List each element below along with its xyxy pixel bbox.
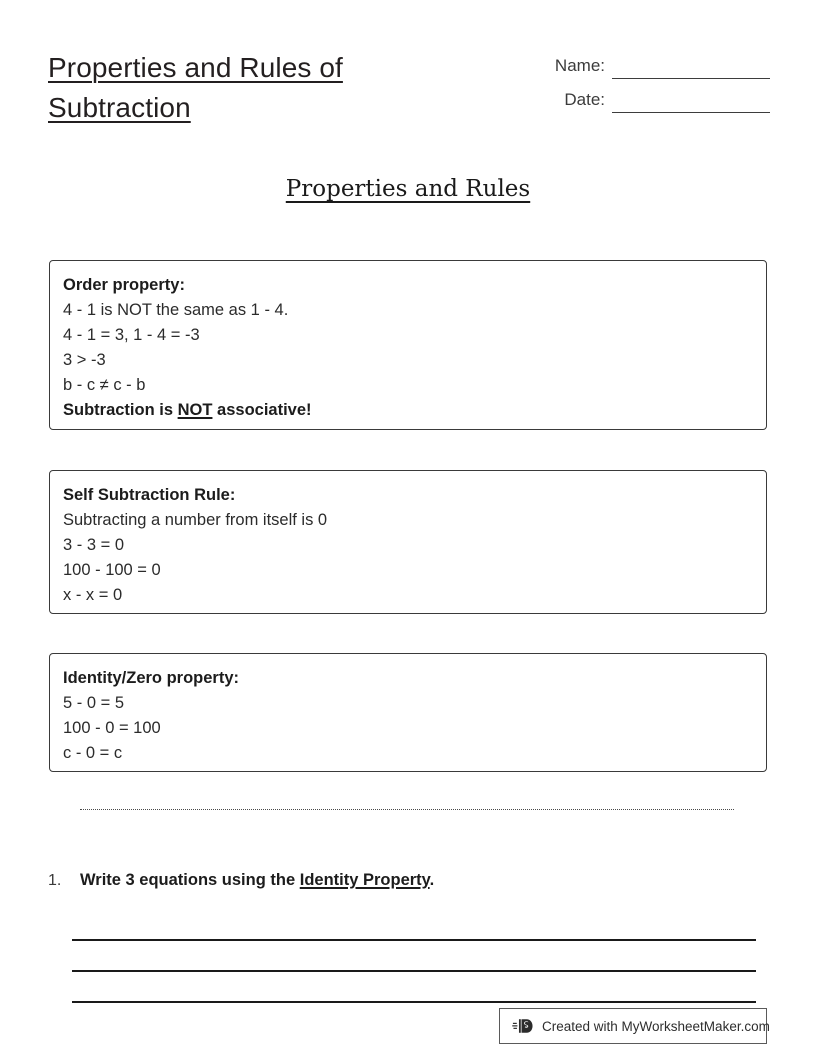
dotted-separator: [80, 809, 734, 811]
answer-line[interactable]: [72, 972, 756, 1003]
page-title: [48, 48, 468, 128]
rule-box-line: 3 > -3: [63, 351, 106, 369]
rule-box-line: c - 0 = c: [63, 744, 123, 762]
rule-box-title: Order property:: [63, 276, 185, 294]
rule-box-line: x - x = 0: [63, 586, 123, 604]
question-text-pre: Write 3 equations using the: [80, 871, 300, 889]
name-label: Name:: [554, 56, 605, 75]
footer-credit-badge[interactable]: [499, 1008, 770, 1044]
myworksheetmaker-logo-icon: [512, 1015, 534, 1037]
answer-line[interactable]: [72, 910, 756, 941]
rule-box-line: b - c ≠ c - b: [63, 376, 146, 394]
rule-box-line: 4 - 1 is NOT the same as 1 - 4.: [63, 301, 289, 319]
footer-credit-text: Created with MyWorksheetMaker.com: [542, 1018, 770, 1034]
answer-lines: [72, 910, 756, 1003]
rule-box-line: 3 - 3 = 0: [63, 536, 124, 554]
rule-box-footer: [63, 398, 766, 423]
name-input[interactable]: [612, 56, 770, 79]
section-heading: [0, 176, 816, 202]
rule-box-line: 4 - 1 = 3, 1 - 4 = -3: [63, 326, 200, 344]
date-label: Date:: [564, 90, 605, 109]
rule-box-footer-emphasis: NOT: [177, 401, 213, 419]
date-row: [520, 79, 770, 113]
question-1: [48, 871, 768, 890]
rule-box-line: Subtracting a number from itself is 0: [63, 511, 328, 529]
rule-box-self-subtraction-rule: [49, 470, 767, 614]
rule-box-line: 100 - 0 = 100: [63, 719, 161, 737]
rule-box-title: Identity/Zero property:: [63, 669, 240, 687]
question-text: [80, 871, 434, 890]
section-heading-text: Properties and Rules: [285, 176, 531, 202]
page-title-line-2: Subtraction: [48, 92, 191, 123]
name-date-block: [520, 45, 770, 113]
rule-box-line: 5 - 0 = 5: [63, 694, 124, 712]
page-title-line-1: Properties and Rules of: [48, 52, 343, 83]
date-input[interactable]: [612, 90, 770, 113]
question-text-post: .: [429, 871, 435, 889]
question-text-emphasis: Identity Property: [299, 871, 430, 889]
question-number: 1.: [48, 872, 62, 889]
rule-box-line: 100 - 100 = 0: [63, 561, 161, 579]
name-row: [520, 45, 770, 79]
rule-box-order-property: [49, 260, 767, 430]
rule-box-footer-pre: Subtraction is: [63, 401, 178, 419]
rule-box-footer-post: associative!: [212, 401, 312, 419]
rule-box-identity-zero-property: [49, 653, 767, 772]
rule-box-title: Self Subtraction Rule:: [63, 486, 236, 504]
worksheet-header: [0, 0, 816, 140]
answer-line[interactable]: [72, 941, 756, 972]
